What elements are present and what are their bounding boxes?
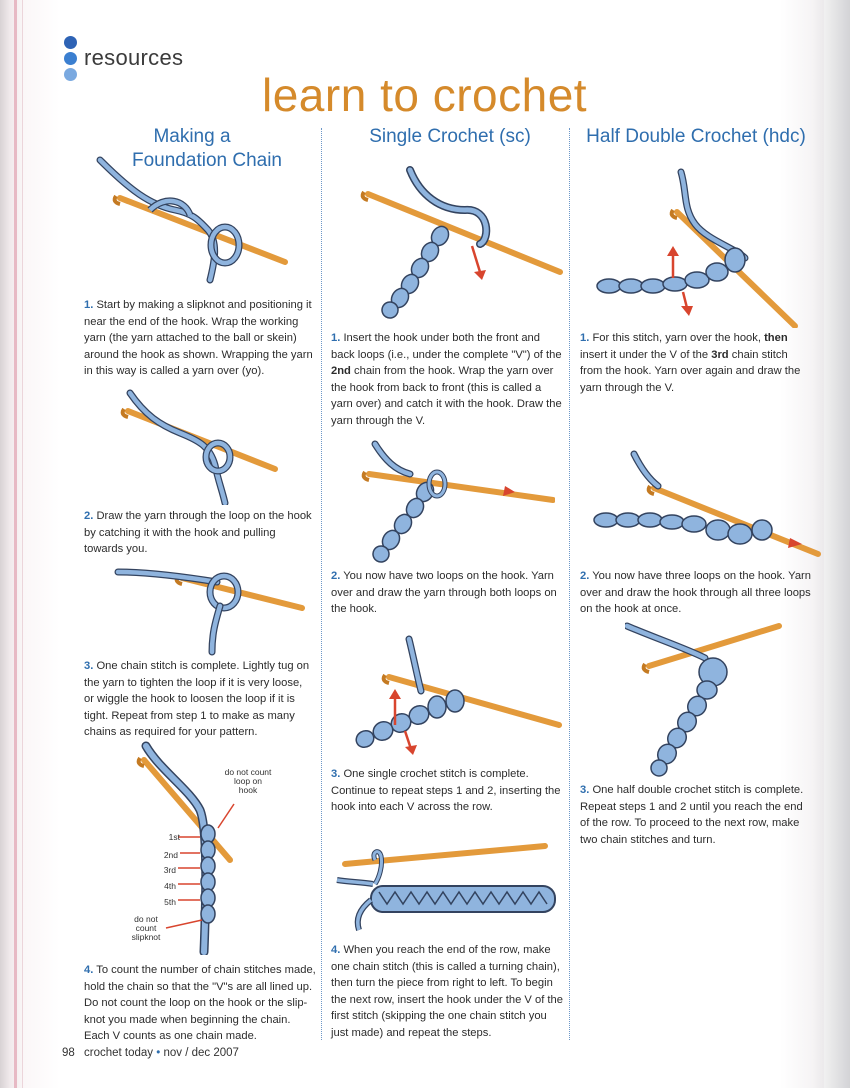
step-text-bold: 3rd — [711, 348, 729, 361]
step-text-bold: then — [764, 332, 788, 344]
column-title-line: Foundation Chain — [132, 150, 282, 171]
column-divider — [321, 128, 322, 1040]
foundation-step-2 — [84, 508, 314, 558]
page-spine-line — [22, 0, 23, 1088]
step-text: Draw the yarn through the loop on the hook by catching it with the hook and pulling towards you. — [84, 510, 312, 556]
step-number: 3. — [580, 784, 590, 796]
page-edge — [824, 0, 850, 1088]
sc-step4-illustration — [335, 838, 565, 933]
step-text: You now have three loops on the hook. Yarn over and draw the hook through all three loops on the hook at once. — [580, 570, 811, 616]
step-number: 2. — [331, 570, 341, 582]
count-label: 3rd — [163, 865, 176, 875]
hdc-step-3 — [580, 782, 812, 848]
dot-icon — [64, 36, 77, 49]
column-title-half-double: Half Double Crochet (hdc) — [586, 126, 806, 147]
label-do-not-count-loop: do not count loop on hook — [224, 767, 272, 795]
step-text: You now have two loops on the hook. Yarn over and draw the yarn through both loops on the hook. — [331, 570, 557, 616]
step-text: Start by making a slipknot and positioning it near the end of the hook. Wrap the working yarn (the yarn attached to the ball or skein) around the hook as shown. Wrapping the yarn in this way is called a yarn over (yo). — [84, 299, 313, 378]
column-title-single-crochet: Single Crochet (sc) — [369, 126, 531, 147]
step-number: 3. — [331, 768, 341, 780]
step-text-bold: 2nd — [331, 365, 351, 378]
sc-step2-illustration — [355, 440, 555, 565]
step-number: 2. — [84, 510, 94, 522]
count-label: 2nd — [163, 850, 178, 860]
step-number: 1. — [331, 332, 341, 344]
foundation-step1-illustration — [90, 150, 320, 300]
count-label: 5th — [164, 897, 176, 907]
page-title: learn to crochet — [262, 69, 588, 121]
step-text: When you reach the end of the row, make one chain stitch (this is called a turning chain), then turn the piece from right to left. To begin the next row, insert the hook under the V of the first stitch (skipping the one chain stitch you just made) and repeat the steps. — [331, 944, 563, 1039]
step-text: Insert the hook under both the front and back loops (i.e., under the complete "V") of the — [331, 332, 562, 361]
sc-step3-illustration — [345, 635, 565, 760]
foundation-step2-illustration — [110, 385, 290, 505]
label-do-not-count-slipknot: do not count slipknot — [131, 914, 161, 942]
step-number: 4. — [331, 944, 341, 956]
dot-icon — [64, 52, 77, 65]
foundation-step-4 — [84, 962, 316, 1045]
section-dots — [64, 36, 78, 84]
step-number: 2. — [580, 570, 590, 582]
sc-step-4 — [331, 942, 563, 1042]
page-number: 98 — [62, 1047, 75, 1059]
section-label: resources — [84, 45, 184, 70]
count-label: 4th — [164, 881, 176, 891]
sc-step-3 — [331, 766, 563, 816]
hdc-step-2 — [580, 568, 812, 618]
foundation-step-3 — [84, 658, 314, 741]
step-text: To count the number of chain stitches made, hold the chain so that the "V"s are all lined up. Do not count the loop on the hook or the slip-knot you made when beginning the chain. Each V counts as one chain made. — [84, 964, 316, 1043]
step-number: 1. — [580, 332, 590, 344]
step-text: chain stitch from the hook. Yarn over again and draw the yarn through the V. — [580, 348, 801, 394]
page-footer — [62, 1047, 239, 1059]
hdc-step2-illustration — [590, 450, 825, 565]
hdc-step-1 — [580, 330, 812, 396]
hdc-step3-illustration — [625, 618, 785, 778]
dot-icon — [64, 68, 77, 81]
step-number: 1. — [84, 299, 94, 311]
column-title-line: Making a — [153, 126, 231, 147]
step-text: One chain stitch is complete. Lightly tug on the yarn to tighten the loop if it is very loose, or wiggle the hook to loosen the loop if it is tight. Repeat from step 1 to make as many chains as required for your pattern. — [84, 660, 310, 739]
step-text: chain from the hook. Wrap the yarn over the hook from back to front (this is called a yarn over) and catch it with the hook. Draw the yarn through the V. — [331, 365, 562, 427]
sc-step-2 — [331, 568, 563, 618]
issue-date: nov / dec 2007 — [163, 1047, 239, 1059]
hdc-step1-illustration — [595, 168, 805, 328]
foundation-step-1 — [84, 297, 314, 380]
magazine-name: crochet today — [84, 1047, 154, 1059]
foundation-step3-illustration — [112, 560, 312, 660]
step-number: 4. — [84, 964, 94, 976]
sc-step-1 — [331, 330, 563, 430]
count-label: 1st — [168, 832, 180, 842]
step-text: For this stitch, yarn over the hook, — [592, 332, 765, 344]
step-text: One single crochet stitch is complete. Continue to repeat steps 1 and 2, inserting the hook into each V across the row. — [331, 768, 561, 814]
footer-bullet: • — [156, 1047, 161, 1059]
step-number: 3. — [84, 660, 94, 672]
column-divider — [569, 128, 570, 1040]
page-spine — [14, 0, 17, 1088]
step-text: One half double crochet stitch is complete. Repeat steps 1 and 2 until you reach the end of the row. To proceed to the next row, make two chain stitches and turn. — [580, 784, 804, 846]
step-text: insert it under the V of the — [580, 348, 712, 361]
sc-step1-illustration — [350, 160, 565, 320]
